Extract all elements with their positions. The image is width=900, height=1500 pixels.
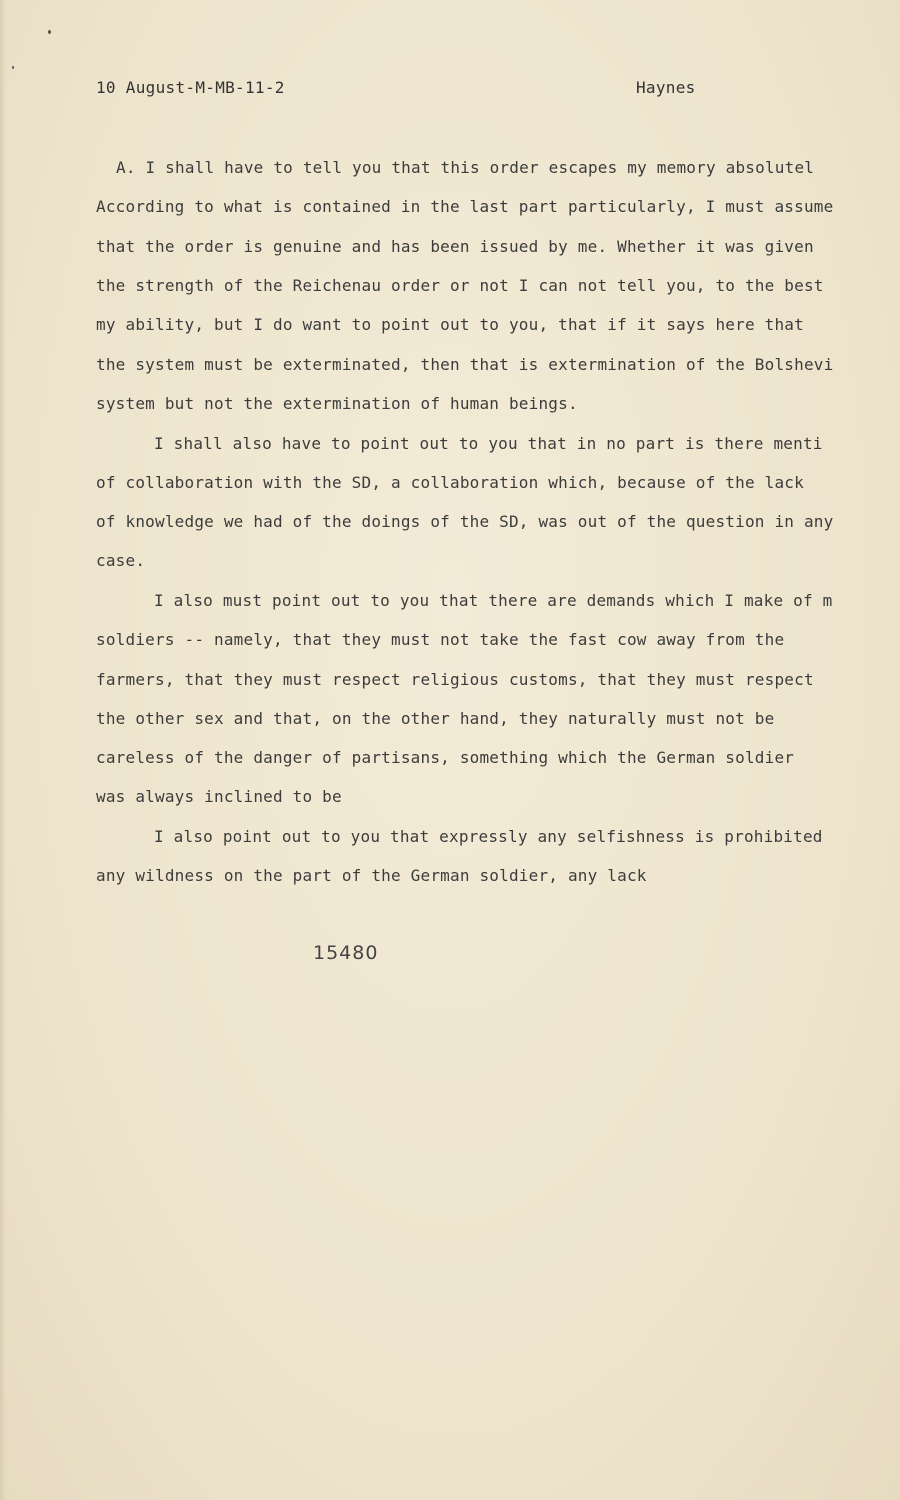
- page-edge: [0, 0, 6, 1500]
- speaker-name: Haynes: [636, 78, 696, 97]
- text-line: soldiers -- namely, that they must not take the fast cow away from the: [96, 630, 785, 649]
- page-number: 15480: [313, 942, 379, 964]
- text-line: was always inclined to be: [96, 787, 342, 806]
- text-line: According to what is contained in the last part particularly, I must assume: [96, 197, 834, 216]
- ink-speck: [48, 30, 51, 34]
- text-line: careless of the danger of partisans, something which the German soldier: [96, 748, 795, 767]
- text-line: I shall also have to point out to you that in no part is there menti: [154, 434, 823, 453]
- ink-speck: [12, 66, 14, 69]
- text-line: my ability, but I do want to point out to you, that if it says here that: [96, 315, 804, 334]
- text-line: any wildness on the part of the German soldier, any lack: [96, 866, 647, 885]
- text-line: case.: [96, 551, 146, 570]
- text-line: of knowledge we had of the doings of the SD, was out of the question in any: [96, 512, 834, 531]
- text-line: the other sex and that, on the other hand, they naturally must not be: [96, 709, 775, 728]
- text-line: I also must point out to you that there are demands which I make of m: [154, 591, 833, 610]
- text-line: of collaboration with the SD, a collaboration which, because of the lack: [96, 473, 804, 492]
- text-line: I also point out to you that expressly any selfishness is prohibited: [154, 827, 823, 846]
- text-line: that the order is genuine and has been issued by me. Whether it was given: [96, 237, 814, 256]
- text-line: A. I shall have to tell you that this order escapes my memory absolutel: [116, 158, 815, 177]
- text-line: the system must be exterminated, then that is extermination of the Bolshevi: [96, 355, 834, 374]
- text-line: farmers, that they must respect religious customs, that they must respect: [96, 670, 814, 689]
- document-reference: 10 August-M-MB-11-2: [96, 78, 285, 97]
- text-line: system but not the extermination of human beings.: [96, 394, 578, 413]
- text-line: the strength of the Reichenau order or not I can not tell you, to the best: [96, 276, 824, 295]
